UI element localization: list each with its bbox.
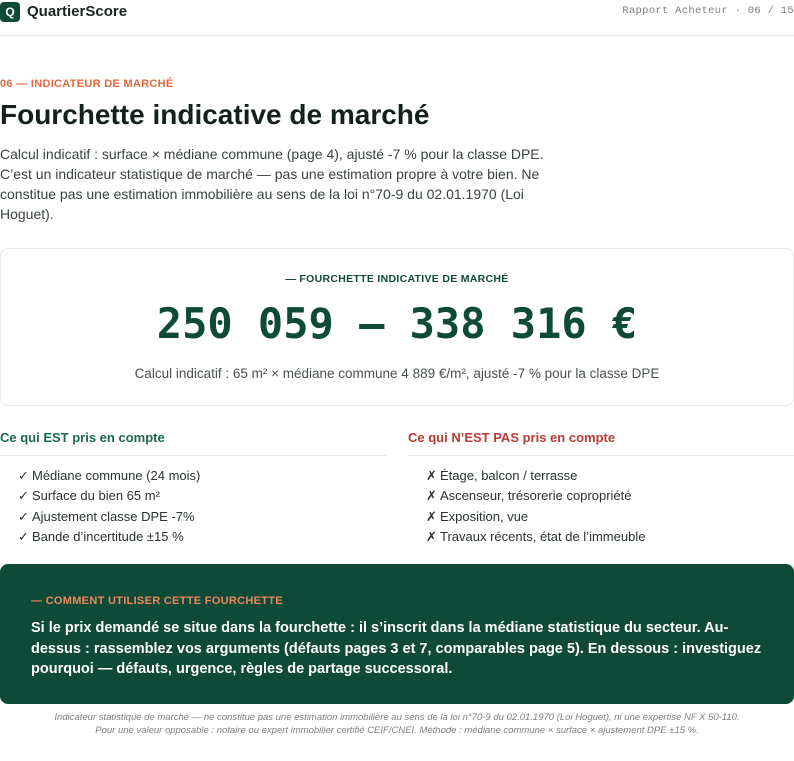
page-title: Fourchette indicative de marché <box>0 99 430 130</box>
footer-line: Pour une valeur opposable : notaire ou expert immobilier certifié CEIF/CNEI. Méthode : médiane commune × surface × ajustement DPE ±15 %. <box>95 725 699 736</box>
included-column <box>0 430 386 547</box>
price-range: 250 059 — 338 316 € <box>156 299 638 348</box>
list-item: ✓ Bande d’incertitude ±15 % <box>18 527 386 547</box>
cross-icon: ✗ <box>426 508 437 524</box>
check-icon: ✓ <box>18 508 29 524</box>
check-icon: ✓ <box>18 468 29 483</box>
legal-footer <box>0 711 794 737</box>
brand-name: QuartierScore <box>27 3 128 20</box>
list-item: ✗ Exposition, vue <box>426 507 794 527</box>
brand-logo: Q <box>0 2 20 22</box>
cross-icon: ✗ <box>426 488 437 504</box>
footer-line: Indicateur statistique de marché — ne constitue pas une estimation immobilière au sens de la loi n°70-9 du 02.01.1970 (Loi Hoguet), ni une expertise NF X 50-110. <box>54 712 740 723</box>
excluded-list <box>408 456 794 547</box>
excluded-column <box>408 430 794 547</box>
check-icon: ✓ <box>18 528 29 544</box>
cross-icon: ✗ <box>426 468 437 483</box>
list-item: ✓ Ajustement classe DPE -7% <box>18 507 386 527</box>
section-eyebrow: 06 — INDICATEUR DE MARCHÉ <box>0 78 174 90</box>
range-calculation: Calcul indicatif : 65 m² × médiane commune 4 889 €/m², ajusté -7 % pour la classe DPE <box>134 366 660 381</box>
check-icon: ✓ <box>18 488 29 504</box>
list-item: ✓ Surface du bien 65 m² <box>18 486 386 506</box>
included-list <box>0 456 386 547</box>
excluded-heading: Ce qui N’EST PAS pris en compte <box>408 430 794 456</box>
usage-guidance-box <box>0 564 794 704</box>
report-page-indicator: Rapport Acheteur · 06 / 15 <box>622 5 794 17</box>
intro-paragraph: Calcul indicatif : surface × médiane commune (page 4), ajusté -7 % pour la classe DPE. C’est un indicateur statistique de marché — pas une estimation propre à votre bien. Ne constitue pas une estimation immobilière au sens de la loi n°70-9 du 02.01.1970 (Loi Hoguet). <box>0 146 544 222</box>
list-item: ✗ Étage, balcon / terrasse <box>426 466 794 486</box>
cross-icon: ✗ <box>426 528 437 544</box>
range-card-label: — FOURCHETTE INDICATIVE DE MARCHÉ <box>285 273 509 285</box>
list-item: ✓ Médiane commune (24 mois) <box>18 466 386 486</box>
list-item: ✗ Travaux récents, état de l’immeuble <box>426 527 794 547</box>
usage-guidance-label: — COMMENT UTILISER CETTE FOURCHETTE <box>31 595 283 607</box>
included-heading: Ce qui EST pris en compte <box>0 430 386 456</box>
page-header <box>0 0 794 26</box>
list-item: ✗ Ascenseur, trésorerie copropriété <box>426 486 794 506</box>
usage-guidance-text: Si le prix demandé se situe dans la fourchette : il s’inscrit dans la médiane statistique du secteur. Au-dessus : rassemblez vos arguments (défauts pages 3 et 7, comparables page 5). En dessous : investiguez pourquoi — défauts, urgence, règles de partage successoral. <box>31 620 762 677</box>
header-divider <box>0 35 794 36</box>
range-card <box>0 248 794 406</box>
